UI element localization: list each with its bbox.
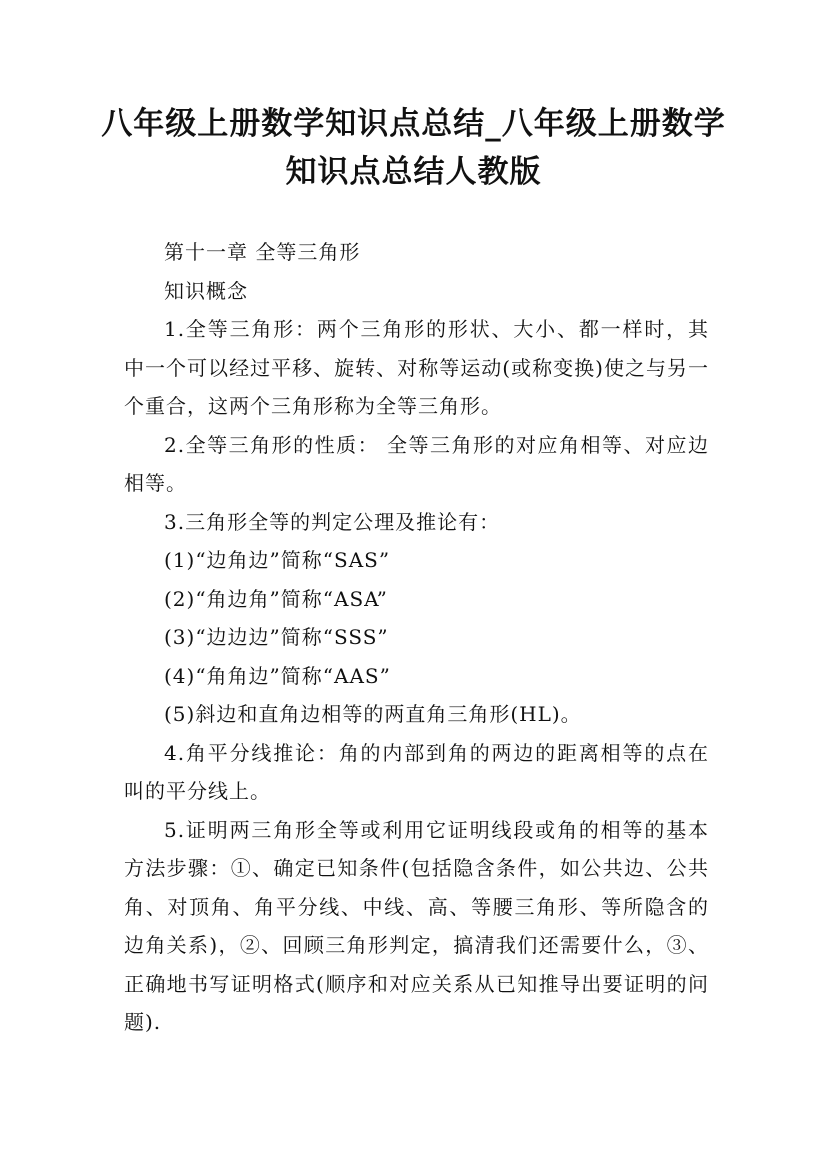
list-item: (2)“角边角”简称“ASA” — [164, 586, 388, 611]
paragraph: 5.证明两三角形全等或利用它证明线段或角的相等的基本方法步骤：①、确定已知条件(包括隐含条件，如公共边、公共角、对顶角、角平分线、中线、高、等腰三角形、等所隐含的边角关系)，②、回顾三角形判定，搞清我们还需要什么，③、正确地书写证明格式(顺序和对应关系从已知推导出要证明的问题). — [124, 817, 709, 1034]
list-item: (3)“边边边”简称“SSS” — [164, 625, 389, 649]
paragraph: 2.全等三角形的性质： 全等三角形的对应角相等、对应边相等。 — [124, 432, 709, 495]
chapter-heading: 第十一章 全等三角形 — [164, 240, 361, 264]
list-item: (4)“角角边”简称“AAS” — [164, 663, 391, 688]
document-body — [124, 233, 709, 1042]
list-item: (5)斜边和直角边相等的两直角三角形(HL)。 — [164, 702, 582, 726]
paragraph: 3.三角形全等的判定公理及推论有： — [164, 509, 501, 534]
section-heading: 知识概念 — [164, 278, 248, 303]
paragraph: 4.角平分线推论：角的内部到角的两边的距离相等的点在叫的平分线上。 — [124, 740, 709, 803]
document-title: 八年级上册数学知识点总结_八年级上册数学知识点总结人教版 — [101, 106, 726, 190]
paragraph: 1.全等三角形：两个三角形的形状、大小、都一样时，其中一个可以经过平移、旋转、对称等运动(或称变换)使之与另一个重合，这两个三角形称为全等三角形。 — [124, 317, 709, 418]
list-item: (1)“边角边”简称“SAS” — [164, 548, 391, 572]
